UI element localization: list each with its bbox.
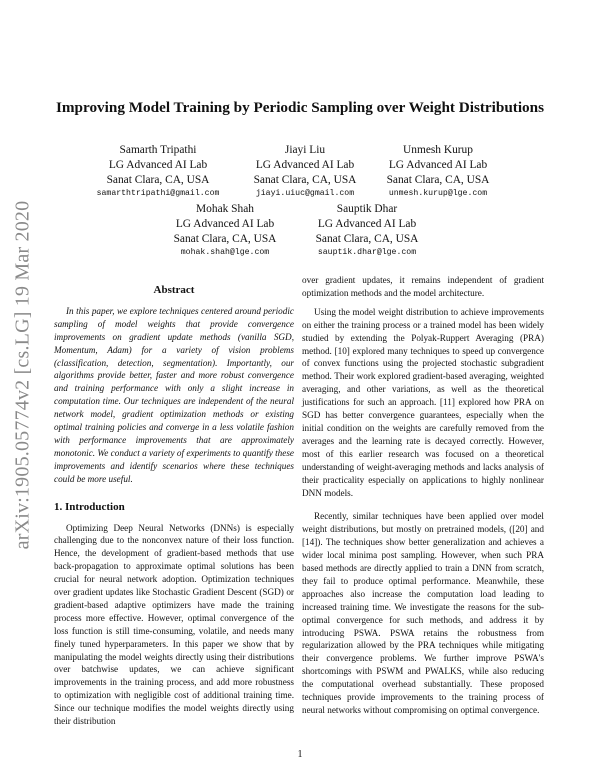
author-affiliation: LG Advanced AI Lab [388,158,488,171]
author-affiliation: LG Advanced AI Lab [108,158,208,171]
author-block [78,143,238,200]
arxiv-id: arXiv:1905.05774v2 [cs.LG] 19 Mar 2020 [11,200,34,550]
author-email: mohak.shah@lge.com [180,248,270,258]
author-block [374,143,502,200]
author-name: Samarth Tripathi [119,144,197,156]
author-affiliation: LG Advanced AI Lab [175,217,275,230]
body-paragraph: Recently, similar techniques have been applied over model weight distributions, but mostly on pretrained models, ([20] and [14]). The techniques show better generalization and achieves a wider local minima post sampling. However, when such PRA based methods are directly applied to train a DNN from scratch, they fail to produce optimal performance. Meanwhile, these approaches also increase the computation load leading to increased training time. We investigate the reasons for the sub-optimal convergence for such methods, and address it by introducing PSWA. PSWA retains the robustness from regularization allowed by the PRA techniques while mitigating their convergence problems. We further improve PSWA's shortcomings with PSWM and PWALKS, while also reducing the computational overhead substantially. These proposed techniques provide improvements to the training process of neural networks without compromising on optimal convergence. [302,511,544,715]
author-block [250,143,360,200]
author-location: Sanat Clara, CA, USA [106,173,210,186]
left-column [54,284,294,728]
body-paragraph: Using the model weight distribution to achieve improvements on either the training process or a trained model has been widely studied by extending the Polyak-Ruppert Averaging (PRA) method. [10] explored many techniques to speed up convergence of convex functions using the projected stochastic subgradient method. Their work explored gradient-based averaging, weighted averaging, and other variations, as well as the theoretical justifications for such an approach. [11] explored how PRA on SGD has better convergence guarantees, especially when the initial condition on the weights are carefully removed from the averages and the learning rate is decayed correctly. However, most of this earlier research was focused on a theoretical understanding of weight-averaging methods and lacks analysis of their practicality especially on applications to highly nonlinear DNN models. [302,306,544,498]
author-email: samarthtripathi@gmail.com [96,189,220,199]
paper-title: Improving Model Training by Periodic Sampling over Weight Distributions [55,99,545,116]
author-name: Sauptik Dhar [336,203,398,215]
author-affiliation: LG Advanced AI Lab [317,217,417,230]
author-block [146,202,304,259]
page-number: 1 [297,749,303,760]
author-email: jiayi.uiuc@gmail.com [255,189,355,199]
author-name: Mohak Shah [196,203,254,215]
right-column [302,274,544,717]
author-block [308,202,426,259]
author-location: Sanat Clara, CA, USA [253,173,357,186]
section-heading-introduction: 1. Introduction [54,500,125,513]
author-location: Sanat Clara, CA, USA [315,232,419,245]
abstract-heading: Abstract [153,284,195,296]
author-name: Unmesh Kurup [403,144,473,156]
author-name: Jiayi Liu [284,144,326,156]
author-email: unmesh.kurup@lge.com [388,189,488,199]
author-location: Sanat Clara, CA, USA [386,173,490,186]
arxiv-sidebar-stamp [8,170,38,580]
intro-paragraph: Optimizing Deep Neural Networks (DNNs) is especially challenging due to the nonconvex nature of their loss function. Hence, the development of gradient-based methods that use back-propagation to approximate optimal solutions has been crucial for neural network adoption. Optimization techniques over gradient updates like Stochastic Gradient Descent (SGD) or gradient-based adaptive optimizers have made the training process more effective. However, optimal convergence of the loss function is still time-consuming, volatile, and needs many finely tuned hyperparameters. In this paper we show that by manipulating the model weights directly using their distributions over batchwise updates, we can achieve significant improvements in the training process, and add more robustness to optimization with negligible cost of additional training time. Since our technique modifies the model weights directly using their distribution [54,522,294,727]
author-affiliation: LG Advanced AI Lab [255,158,355,171]
body-paragraph: over gradient updates, it remains independent of gradient optimization methods and the model architecture. [302,275,544,298]
abstract-text: In this paper, we explore techniques centered around periodic sampling of model weights that provide convergence improvements on gradient update methods (vanilla SGD, Momentum, Adam) for a variety of vision problems (classification, detection, segmentation). Importantly, our algorithms provide better, faster and more robust convergence and training performance with only a slight increase in computation time. Our techniques are independent of the neural network model, gradient optimization methods or existing optimal training policies and converge in a less volatile fashion with performance improvements that are approximately monotonic. We conduct a variety of experiments to quantify these improvements and identify scenarios where these techniques could be more useful. [54,305,294,484]
author-email: sauptik.dhar@lge.com [317,248,417,258]
author-location: Sanat Clara, CA, USA [173,232,277,245]
